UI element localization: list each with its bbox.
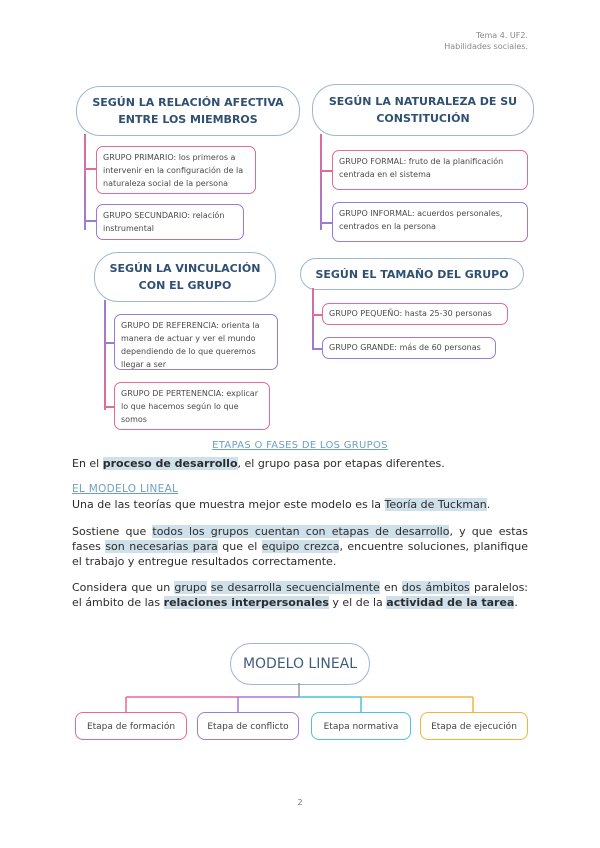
stage-normativa: Etapa normativa [311,712,411,740]
connector-line [84,220,96,222]
connector-line [320,170,332,172]
card-grupo-formal: GRUPO FORMAL: fruto de la planificación centrada en el sistema [332,150,528,190]
text-run: paralelos: el ámbito de las [72,581,529,609]
connector-line [312,314,322,316]
diagram-connectors [0,683,600,713]
stage-formacion: Etapa de formación [75,712,187,740]
header-line-1: Tema 4. UF2. [476,31,528,40]
text-run: Considera que un [72,581,175,594]
highlight-text: dos ámbitos [401,581,470,594]
topic-naturaleza-constitucion: SEGÚN LA NATURALEZA DE SU CONSTITUCIÓN [312,84,534,136]
text-run: y el de la [328,596,387,609]
page-header [444,30,528,52]
text-run: Sostiene que [72,525,153,538]
card-grupo-pequeno: GRUPO PEQUEÑO: hasta 25-30 personas [322,303,508,325]
text-run: Una de las teorías que muestra mejor este modelo es la [72,498,385,511]
connector-line [320,222,332,224]
text-run: . [514,596,518,609]
stage-conflicto: Etapa de conflicto [197,712,299,740]
highlight-text: actividad de la tarea [386,596,515,609]
highlight-text: grupo [174,581,207,594]
highlight-text: todos los grupos cuentan con etapas de desarrollo [152,525,450,538]
topic-vinculacion-grupo: SEGÚN LA VINCULACIÓN CON EL GRUPO [94,252,276,302]
highlight-text: equipo crezca [261,540,340,553]
card-grupo-pertenencia: GRUPO DE PERTENENCIA: explicar lo que hacemos según lo que somos [114,382,270,430]
subsection-title: EL MODELO LINEAL [72,483,179,495]
header-line-2: Habilidades sociales. [444,42,528,51]
highlight-text: se desarrolla secuencialmente [210,581,380,594]
connector-line [84,134,86,230]
topic-tamano-grupo: SEGÚN EL TAMAÑO DEL GRUPO [300,258,524,290]
text-run: . [486,498,491,511]
text-run: , y que estas fases [72,525,528,553]
card-grupo-referencia: GRUPO DE REFERENCIA: orienta la manera de actuar y ver el mundo dependiendo de lo que queremos llegar a ser [114,314,278,370]
paragraph-3 [72,524,528,569]
topic-relacion-afectiva: SEGÚN LA RELACIÓN AFECTIVA ENTRE LOS MIEMBROS [76,86,300,136]
paragraph-2 [72,497,528,512]
highlight-text: proceso de desarrollo [102,457,238,470]
section-title: ETAPAS O FASES DE LOS GRUPOS [212,440,388,451]
card-grupo-primario: GRUPO PRIMARIO: los primeros a intervenir en la configuración de la naturaleza social de la persona [96,146,256,194]
highlight-text: son necesarias para [105,540,218,553]
connector-line [104,342,114,344]
connector-line [312,288,314,350]
connector-line [104,300,106,410]
text-run: , encuentre soluciones, planifique el trabajo y entregue resultados correctamente. [72,540,528,568]
highlight-text: Teoría de Tuckman [384,498,487,511]
text-run: En el [72,457,103,470]
connector-line [104,406,114,408]
connector-line [84,168,96,170]
text-run: , el grupo pasa por etapas diferentes. [237,457,445,470]
paragraph-1 [72,456,528,471]
diagram-title: MODELO LINEAL [230,643,370,685]
stage-ejecucion: Etapa de ejecución [420,712,528,740]
card-grupo-secundario: GRUPO SECUNDARIO: relación instrumental [96,204,244,240]
connector-line [320,134,322,230]
paragraph-4 [72,580,528,610]
card-grupo-grande: GRUPO GRANDE: más de 60 personas [322,337,496,359]
page-number: 2 [297,798,303,807]
highlight-text: relaciones interpersonales [163,596,329,609]
connector-line [312,348,322,350]
text-run: en [379,581,402,594]
card-grupo-informal: GRUPO INFORMAL: acuerdos personales, centrados en la persona [332,202,528,242]
text-run: que el [217,540,262,553]
